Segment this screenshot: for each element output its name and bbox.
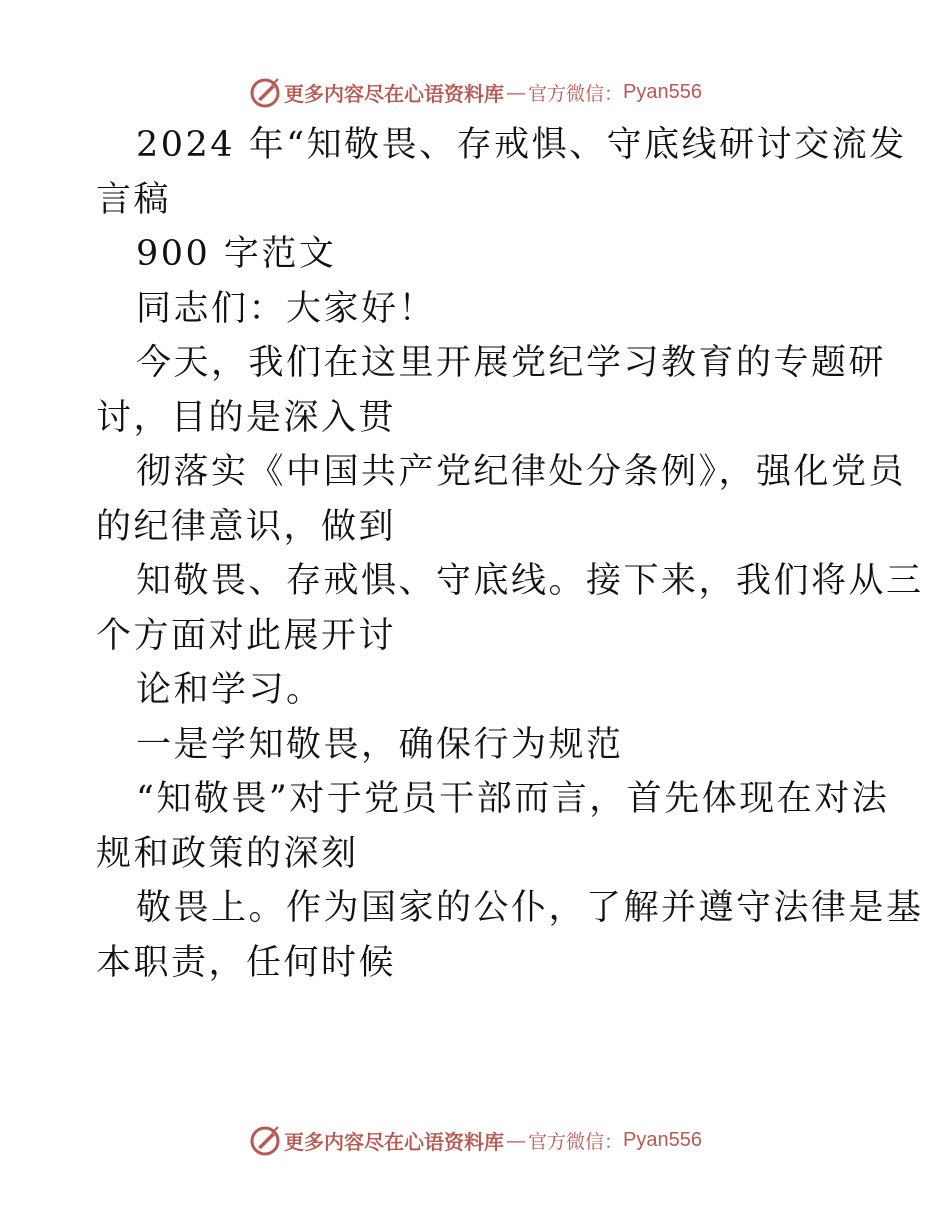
banner-separator: — [506, 80, 526, 104]
text-line: 2024 年“知敬畏、存戒惧、守底线研讨交流发 [136, 125, 907, 165]
footer-watermark [0, 1120, 950, 1160]
wechat-label: 官方微信： [528, 82, 624, 105]
text-line: 敬畏上。作为国家的公仆，了解并遵守法律是基 [136, 888, 924, 928]
wechat-id: Pyan556 [623, 1128, 702, 1151]
wechat-id: Pyan556 [623, 80, 702, 103]
wechat-label: 官方微信： [528, 1130, 624, 1153]
quill-logo-icon [248, 75, 282, 109]
text-line: 的纪律意识，做到 [96, 506, 397, 547]
text-line: 今天，我们在这里开展党纪学习教育的专题研 [136, 343, 887, 383]
banner-separator: — [506, 1128, 526, 1152]
banner-text: 更多内容尽在心语资料库 [284, 1129, 504, 1154]
text-line: 规和政策的深刻 [96, 833, 359, 874]
text-line: “知敬畏”对于党员干部而言，首先体现在对法 [136, 779, 890, 819]
document-body [96, 118, 924, 990]
text-line: 个方面对此展开讨 [96, 615, 397, 656]
quill-logo-icon [248, 1123, 282, 1157]
text-line: 言稿 [96, 179, 172, 220]
text-line: 彻落实《中国共产党纪律处分条例》，强化党员 [136, 452, 907, 492]
text-line: 同志们：大家好！ [136, 288, 437, 329]
text-line: 一是学知敬畏，确保行为规范 [136, 724, 624, 765]
text-line: 论和学习。 [136, 670, 324, 710]
text-line: 讨，目的是深入贯 [96, 397, 397, 438]
text-line: 知敬畏、存戒惧、守底线。接下来，我们将从三 [136, 561, 924, 601]
banner-text: 更多内容尽在心语资料库 [284, 81, 504, 106]
text-line: 900 字范文 [136, 234, 337, 274]
header-watermark [0, 72, 950, 112]
text-line: 本职责，任何时候 [96, 942, 397, 983]
